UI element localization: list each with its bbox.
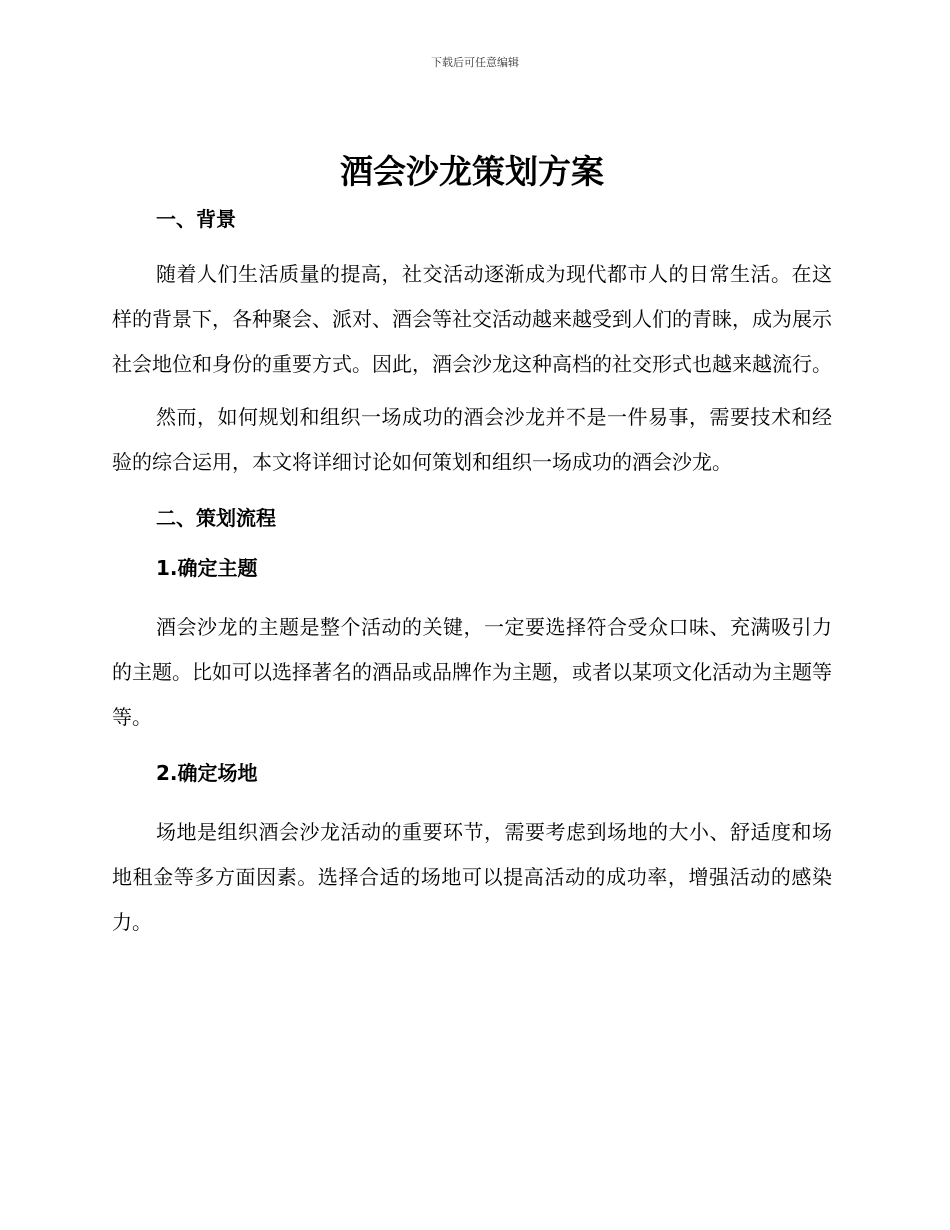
venue-paragraph: 场地是组织酒会沙龙活动的重要环节，需要考虑到场地的大小、舒适度和场地租金等多方面因素。选择合适的场地可以提高活动的成功率，增强活动的感染力。 [112, 820, 832, 934]
document-body [112, 150, 832, 945]
subheading-venue: 2.确定场地 [156, 761, 258, 785]
document-title: 酒会沙龙策划方案 [340, 152, 604, 191]
subheading-theme: 1.确定主题 [156, 556, 258, 580]
theme-paragraph: 酒会沙龙的主题是整个活动的关键，一定要选择符合受众口味、充满吸引力的主题。比如可以选择著名的酒品或品牌作为主题，或者以某项文化活动为主题等等。 [112, 615, 832, 729]
header-note: 下载后可任意编辑 [431, 56, 519, 69]
background-paragraph-2: 然而，如何规划和组织一场成功的酒会沙龙并不是一件易事，需要技术和经验的综合运用，本文将详细讨论如何策划和组织一场成功的酒会沙龙。 [112, 405, 832, 474]
background-paragraph-1: 随着人们生活质量的提高，社交活动逐渐成为现代都市人的日常生活。在这样的背景下，各种聚会、派对、酒会等社交活动越来越受到人们的青睐，成为展示社会地位和身份的重要方式。因此，酒会沙龙这种高档的社交形式也越来越流行。 [112, 262, 832, 376]
section-heading-process: 二、策划流程 [156, 506, 276, 530]
section-heading-background: 一、背景 [156, 207, 236, 231]
